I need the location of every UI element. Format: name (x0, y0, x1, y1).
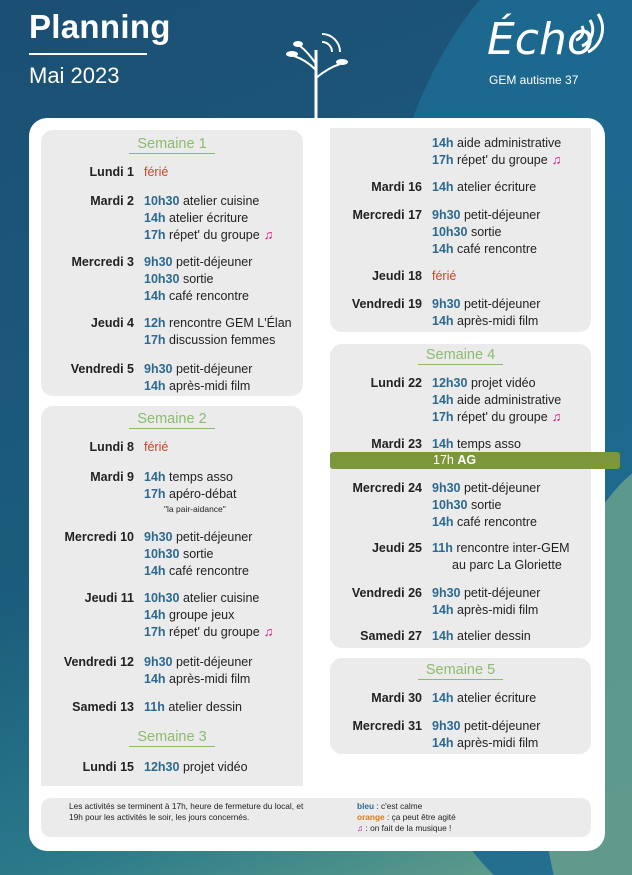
week-3-panel (330, 128, 591, 332)
page-title: Planning (29, 8, 171, 45)
planning-card (29, 118, 605, 851)
day-label: Mardi 23 (371, 437, 422, 451)
day-label: Jeudi 11 (84, 591, 134, 605)
day-activities: 9h30 petit-déjeuner 10h30 sortie 14h café rencontre (432, 481, 541, 529)
day-activities: férié (432, 269, 457, 283)
week-4-heading: Semaine 4 (330, 347, 591, 365)
week-1-panel (41, 130, 303, 396)
day-label: Jeudi 18 (371, 269, 422, 283)
day-activities: 10h30 atelier cuisine 14h groupe jeux 17h répet' du groupe ♫ (144, 591, 274, 639)
day-label: Samedi 13 (72, 700, 134, 714)
page-subtitle: Mai 2023 (29, 63, 120, 88)
day-label: Mercredi 24 (352, 481, 422, 495)
day-label: Vendredi 12 (63, 655, 134, 669)
week-4-panel (330, 344, 591, 648)
day-label: Mercredi 17 (352, 208, 422, 222)
day-label: Mercredi 10 (64, 530, 134, 544)
day-activities: 9h30 petit-déjeuner 14h après-midi film (432, 297, 541, 328)
week-3-heading: Semaine 3 (41, 729, 303, 747)
day-activities: 14h temps asso 17h apéro-débat "la pair-aidance" (144, 470, 237, 514)
week-2-heading: Semaine 2 (41, 411, 303, 429)
day-activities: férié (144, 440, 169, 454)
day-activities: 14h temps asso (432, 437, 521, 451)
closing-hours-note: Les activités se terminent à 17h, heure de fermeture du local, et 19h pour les activités le soir, les jours concernés. (69, 801, 304, 822)
day-activities: 11h rencontre inter-GEM au parc La Gloriette (432, 541, 570, 572)
day-activities: 14h atelier écriture (432, 180, 537, 194)
day-activities: 12h rencontre GEM L'Élan 17h discussion femmes (144, 316, 292, 347)
logo-wordmark: Écho (487, 14, 594, 65)
day-label: Lundi 15 (82, 760, 134, 774)
footer-notes (41, 798, 591, 837)
day-activities: 9h30 petit-déjeuner 14h après-midi film (144, 362, 253, 393)
day-activities: 14h atelier dessin (432, 629, 531, 643)
day-activities: 9h30 petit-déjeuner 10h30 sortie 14h café rencontre (144, 255, 253, 303)
week-1-heading: Semaine 1 (41, 136, 303, 154)
ag-highlight-bar: 17h AG (330, 452, 620, 469)
day-label: Mardi 9 (90, 470, 134, 484)
day-label: Samedi 27 (360, 629, 422, 643)
day-label: Lundi 22 (370, 376, 422, 390)
day-label: Jeudi 4 (90, 316, 134, 330)
day-label: Vendredi 19 (351, 297, 422, 311)
week-5-panel (330, 658, 591, 754)
week-2-panel (41, 406, 303, 786)
day-label: Lundi 8 (89, 440, 134, 454)
day-label: Vendredi 26 (351, 586, 422, 600)
tree-icon (278, 30, 358, 120)
signal-waves-icon (570, 10, 610, 54)
day-activities: 9h30 petit-déjeuner 14h après-midi film (432, 719, 541, 750)
day-activities: 10h30 atelier cuisine 14h atelier écriture 17h répet' du groupe ♫ (144, 194, 274, 242)
day-activities: 9h30 petit-déjeuner 10h30 sortie 14h café rencontre (432, 208, 541, 256)
day-label: Mardi 2 (90, 194, 134, 208)
day-label: Mardi 30 (371, 691, 422, 705)
day-activities: 14h aide administrative 17h répet' du groupe ♫ (432, 136, 562, 167)
day-label: Jeudi 25 (371, 541, 422, 555)
day-label: Vendredi 5 (70, 362, 134, 376)
day-activities: 11h atelier dessin (144, 700, 242, 714)
day-label: Mardi 16 (371, 180, 422, 194)
music-note-icon: ♫ (263, 228, 274, 242)
music-note-icon: ♫ (551, 153, 562, 167)
day-activities: 12h30 projet vidéo 14h aide administrative 17h répet' du groupe ♫ (432, 376, 562, 424)
music-note-icon: ♫ (357, 823, 364, 833)
color-legend: bleu : c'est calme orange : ça peut être agité ♫ : on fait de la musique ! (357, 801, 456, 833)
music-note-icon: ♫ (551, 410, 562, 424)
title-divider (29, 53, 147, 55)
logo-subtitle: GEM autisme 37 (489, 73, 579, 87)
day-label: Mercredi 3 (71, 255, 134, 269)
day-activities: 12h30 projet vidéo (144, 760, 248, 774)
day-label: Mercredi 31 (352, 719, 422, 733)
day-activities: 9h30 petit-déjeuner 14h après-midi film (432, 586, 541, 617)
day-activities: férié (144, 165, 169, 179)
day-label: Lundi 1 (89, 165, 134, 179)
week-5-heading: Semaine 5 (330, 662, 591, 680)
day-activities: 9h30 petit-déjeuner 10h30 sortie 14h café rencontre (144, 530, 253, 578)
day-activities: 9h30 petit-déjeuner 14h après-midi film (144, 655, 253, 686)
music-note-icon: ♫ (263, 625, 274, 639)
day-activities: 14h atelier écriture (432, 691, 537, 705)
